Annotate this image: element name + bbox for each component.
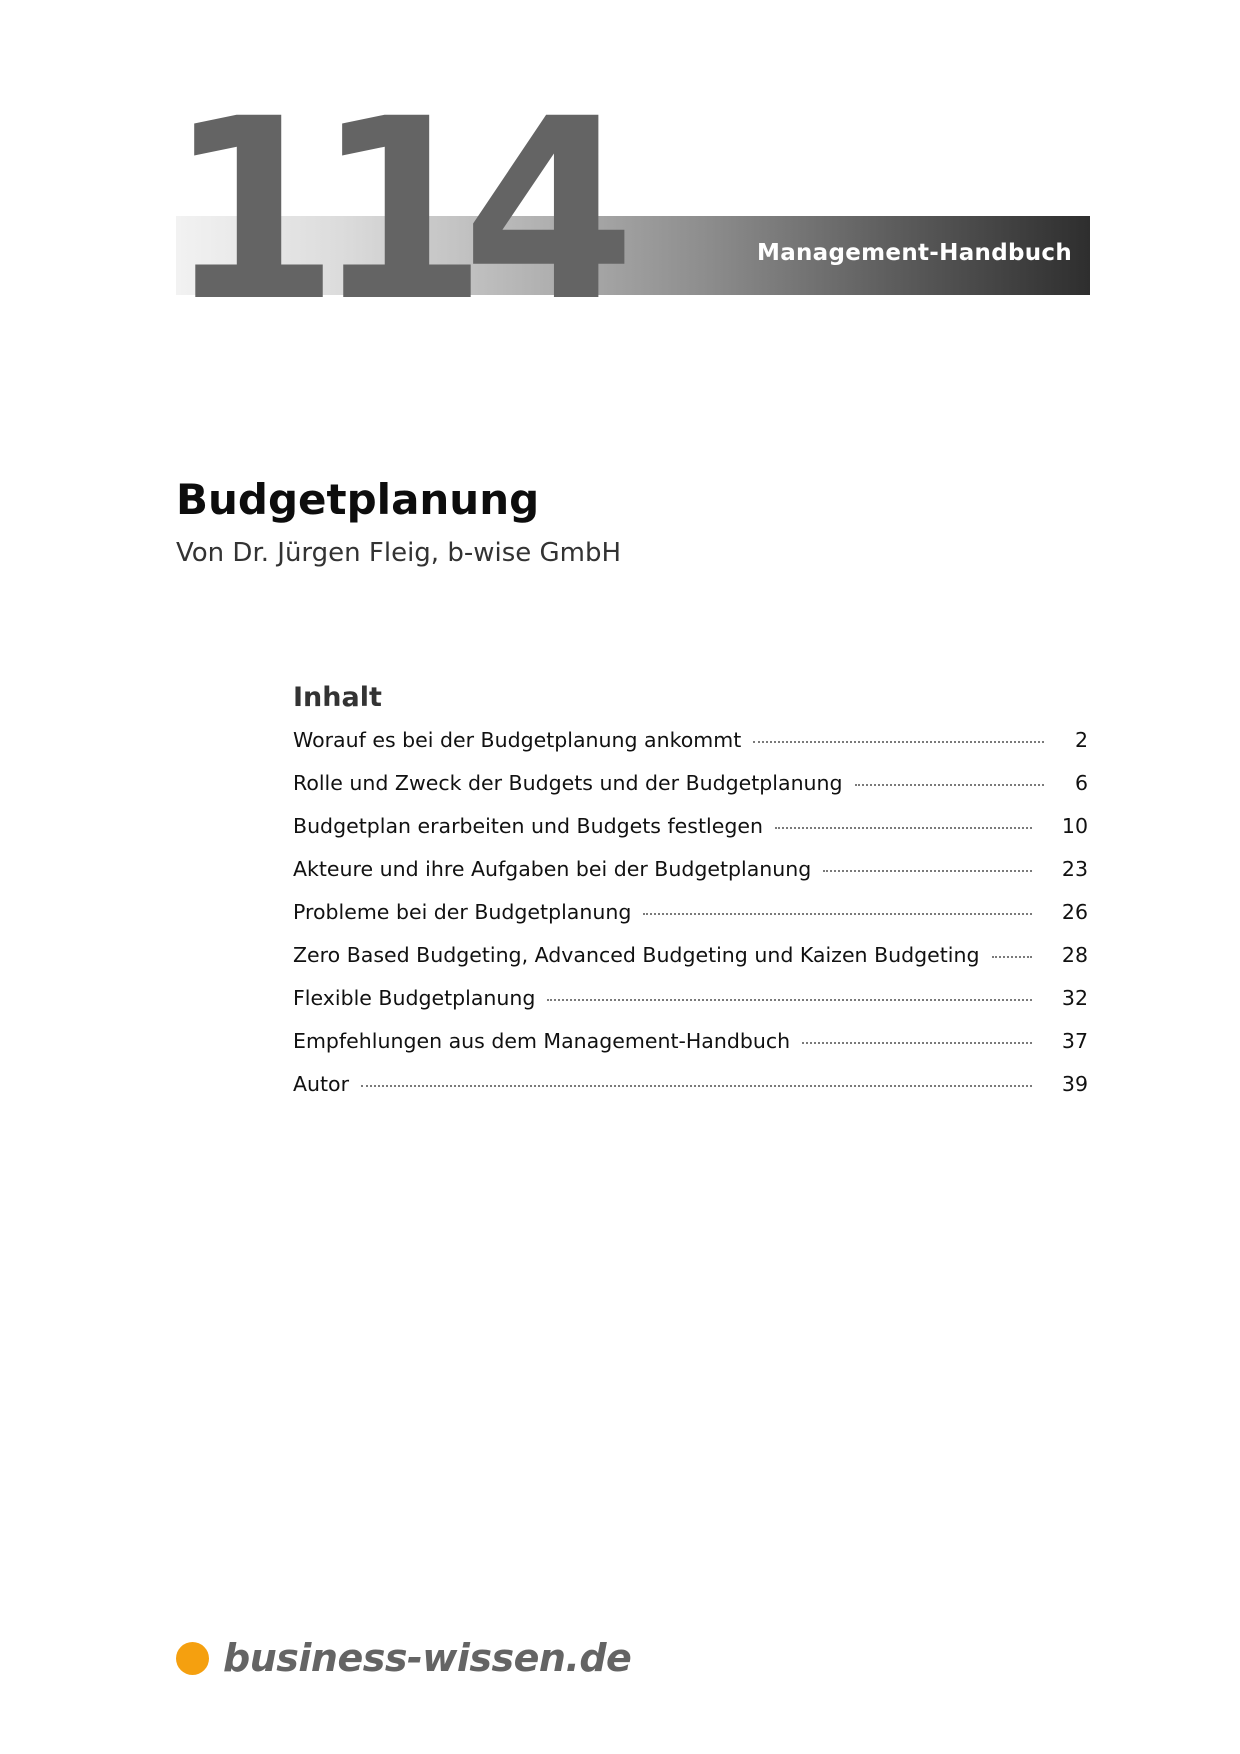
toc-entry-page: 32: [1061, 986, 1088, 1010]
toc-leader-dots: [547, 999, 1032, 1001]
brand-name: business-wissen.de: [223, 1636, 632, 1680]
toc-entry[interactable]: [293, 814, 1088, 857]
toc-entry[interactable]: [293, 857, 1088, 900]
toc-entry-title: Rolle und Zweck der Budgets und der Budgetplanung: [293, 771, 843, 795]
toc-entry-page: 23: [1061, 857, 1088, 881]
toc-entry-title: Flexible Budgetplanung: [293, 986, 536, 1010]
toc-leader-dots: [361, 1085, 1032, 1087]
toc-entry[interactable]: [293, 943, 1088, 986]
table-of-contents: [293, 680, 1088, 1115]
toc-leader-dots: [992, 956, 1032, 958]
toc-entry-title: Budgetplan erarbeiten und Budgets festlegen: [293, 814, 763, 838]
toc-leader-dots: [802, 1042, 1032, 1044]
toc-leader-dots: [775, 827, 1032, 829]
toc-leader-dots: [823, 870, 1032, 872]
toc-entry-title: Empfehlungen aus dem Management-Handbuch: [293, 1029, 791, 1053]
toc-entry[interactable]: [293, 986, 1088, 1029]
toc-leader-dots: [643, 913, 1032, 915]
brand-logo[interactable]: [176, 1636, 631, 1680]
brand-dot-icon: [176, 1642, 209, 1675]
toc-entry[interactable]: [293, 1029, 1088, 1072]
toc-entry-title: Zero Based Budgeting, Advanced Budgeting und Kaizen Budgeting: [293, 943, 980, 967]
toc-entry-title: Autor: [293, 1072, 350, 1096]
toc-entry[interactable]: [293, 900, 1088, 943]
toc-entry-page: 2: [1074, 728, 1088, 752]
toc-entry-page: 10: [1061, 814, 1088, 838]
toc-leader-dots: [855, 784, 1044, 786]
issue-number: 114: [166, 65, 610, 356]
toc-list: [293, 728, 1088, 1115]
toc-entry-title: Akteure und ihre Aufgaben bei der Budgetplanung: [293, 857, 812, 881]
toc-heading: Inhalt: [293, 682, 382, 713]
toc-entry-page: 37: [1061, 1029, 1088, 1053]
toc-entry[interactable]: [293, 771, 1088, 814]
toc-entry-title: Worauf es bei der Budgetplanung ankommt: [293, 728, 742, 752]
toc-entry-page: 28: [1061, 943, 1088, 967]
toc-entry-title: Probleme bei der Budgetplanung: [293, 900, 632, 924]
toc-entry-page: 6: [1074, 771, 1088, 795]
document-title: Budgetplanung: [176, 475, 540, 524]
toc-entry-page: 26: [1061, 900, 1088, 924]
toc-entry-page: 39: [1061, 1072, 1088, 1096]
toc-entry[interactable]: [293, 1072, 1088, 1115]
toc-entry[interactable]: [293, 728, 1088, 771]
document-author: Von Dr. Jürgen Fleig, b-wise GmbH: [176, 538, 622, 568]
toc-leader-dots: [753, 741, 1044, 743]
series-label: Management-Handbuch: [757, 240, 1072, 266]
